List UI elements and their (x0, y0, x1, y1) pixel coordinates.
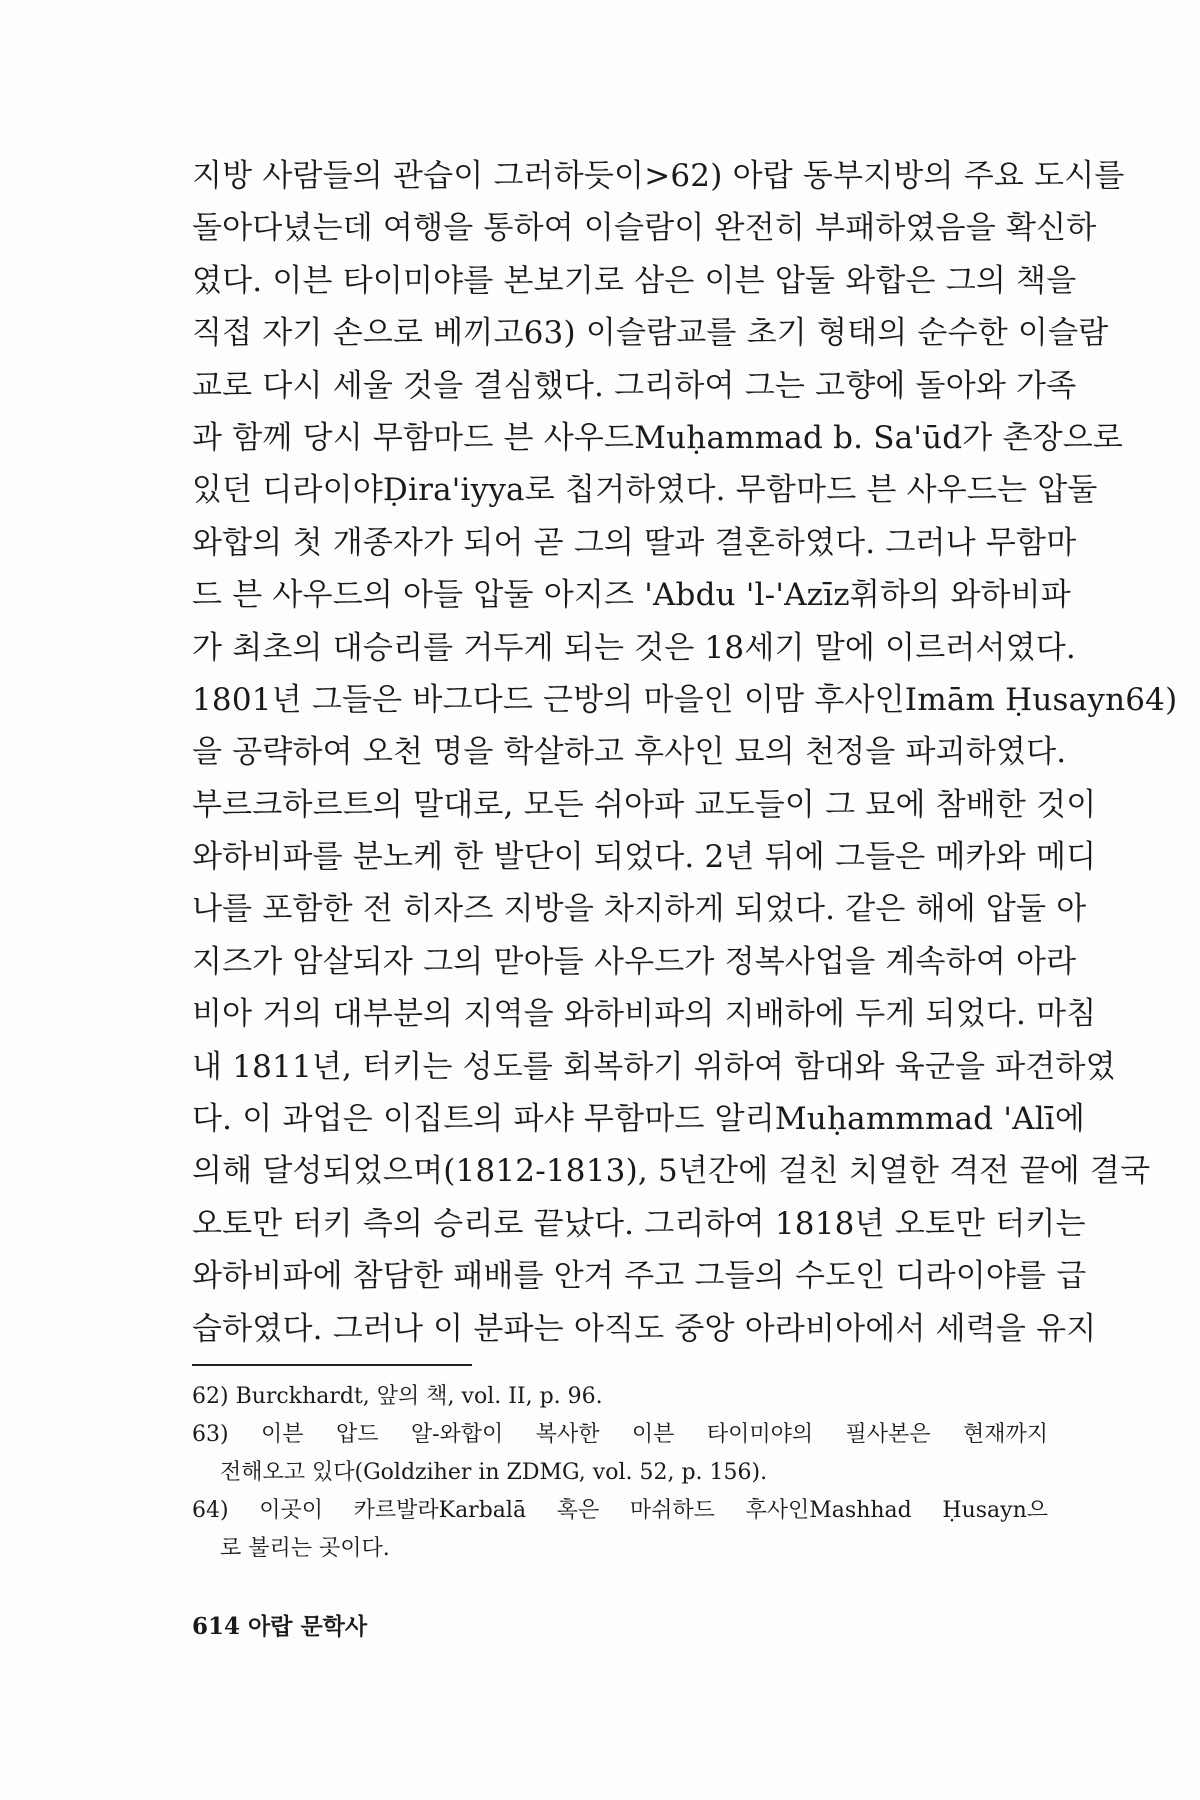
footnote-64: 64) 이곳이 카르발라Karbalā 혹은 마쉬하드 후사인Mashhad Ḥusayn으 (192, 1498, 1048, 1523)
body-line: 1801년 그들은 바그다드 근방의 마을인 이맘 후사인Imām Ḥusayn64) (192, 681, 1178, 718)
footnote-63: 63) 이븐 압드 알-와합이 복사한 이븐 타이미야의 필사본은 현재까지 (192, 1422, 1048, 1447)
body-line: 오토만 터키 측의 승리로 끝났다. 그리하여 1818년 오토만 터키는 (192, 1205, 1086, 1242)
body-line: 돌아다녔는데 여행을 통하여 이슬람이 완전히 부패하였음을 확신하 (192, 210, 1097, 247)
footnote-divider (192, 1364, 472, 1366)
body-line: 와하비파를 분노케 한 발단이 되었다. 2년 뒤에 그들은 메카와 메디 (192, 839, 1097, 876)
body-line: 있던 디라이야Ḍira'iyya로 칩거하였다. 무함마드 븐 사우드는 압둘 (192, 472, 1098, 509)
body-line: 비아 거의 대부분의 지역을 와하비파의 지배하에 두게 되었다. 마침 (192, 996, 1097, 1033)
body-line: 부르크하르트의 말대로, 모든 쉬아파 교도들이 그 묘에 참배한 것이 (192, 786, 1097, 823)
body-line: 의해 달성되었으며(1812-1813), 5년간에 걸친 치열한 격전 끝에 결국 (192, 1153, 1151, 1190)
page-folio: 614 아랍 문학사 (192, 1613, 368, 1640)
body-line: 와하비파에 참담한 패배를 안겨 주고 그들의 수도인 디라이야를 급 (192, 1258, 1087, 1295)
body-line: 습하였다. 그러나 이 분파는 아직도 중앙 아라비아에서 세력을 유지 (192, 1310, 1097, 1347)
body-line: 과 함께 당시 무함마드 븐 사우드Muḥammad b. Sa'ūd가 촌장으로 (192, 419, 1124, 456)
body-line: 교로 다시 세울 것을 결심했다. 그리하여 그는 고향에 돌아와 가족 (192, 367, 1077, 404)
body-line: 였다. 이븐 타이미야를 본보기로 삼은 이븐 압둘 와합은 그의 책을 (192, 262, 1077, 299)
body-line: 가 최초의 대승리를 거두게 되는 것은 18세기 말에 이르러서였다. (192, 629, 1076, 666)
body-line: 지방 사람들의 관습이 그러하듯이>62) 아랍 동부지방의 주요 도시를 (192, 158, 1125, 194)
body-line: 드 븐 사우드의 아들 압둘 아지즈 'Abdu 'l-'Azīz휘하의 와하비파 (192, 577, 1071, 614)
body-line: 다. 이 과업은 이집트의 파샤 무함마드 알리Muḥammmad 'Alī에 (192, 1101, 1086, 1138)
footnotes (192, 1378, 1048, 1568)
body-text (192, 150, 1178, 1355)
footnote-64-continuation: 로 불리는 곳이다. (220, 1536, 390, 1561)
body-line: 을 공략하여 오천 명을 학살하고 후사인 묘의 천정을 파괴하였다. (192, 734, 1067, 771)
body-line: 지즈가 암살되자 그의 맏아들 사우드가 정복사업을 계속하여 아라 (192, 943, 1077, 980)
body-line: 직접 자기 손으로 베끼고63) 이슬람교를 초기 형태의 순수한 이슬람 (192, 315, 1109, 352)
body-line: 나를 포함한 전 히자즈 지방을 차지하게 되었다. 같은 해에 압둘 아 (192, 891, 1087, 928)
footnote-63-continuation: 전해오고 있다(Goldziher in ZDMG, vol. 52, p. 156). (220, 1460, 768, 1485)
body-line: 와합의 첫 개종자가 되어 곧 그의 딸과 결혼하였다. 그러나 무함마 (192, 524, 1077, 561)
footnote-62: 62) Burckhardt, 앞의 책, vol. II, p. 96. (192, 1384, 603, 1409)
body-line: 내 1811년, 터키는 성도를 회복하기 위하여 함대와 육군을 파견하였 (192, 1048, 1116, 1085)
